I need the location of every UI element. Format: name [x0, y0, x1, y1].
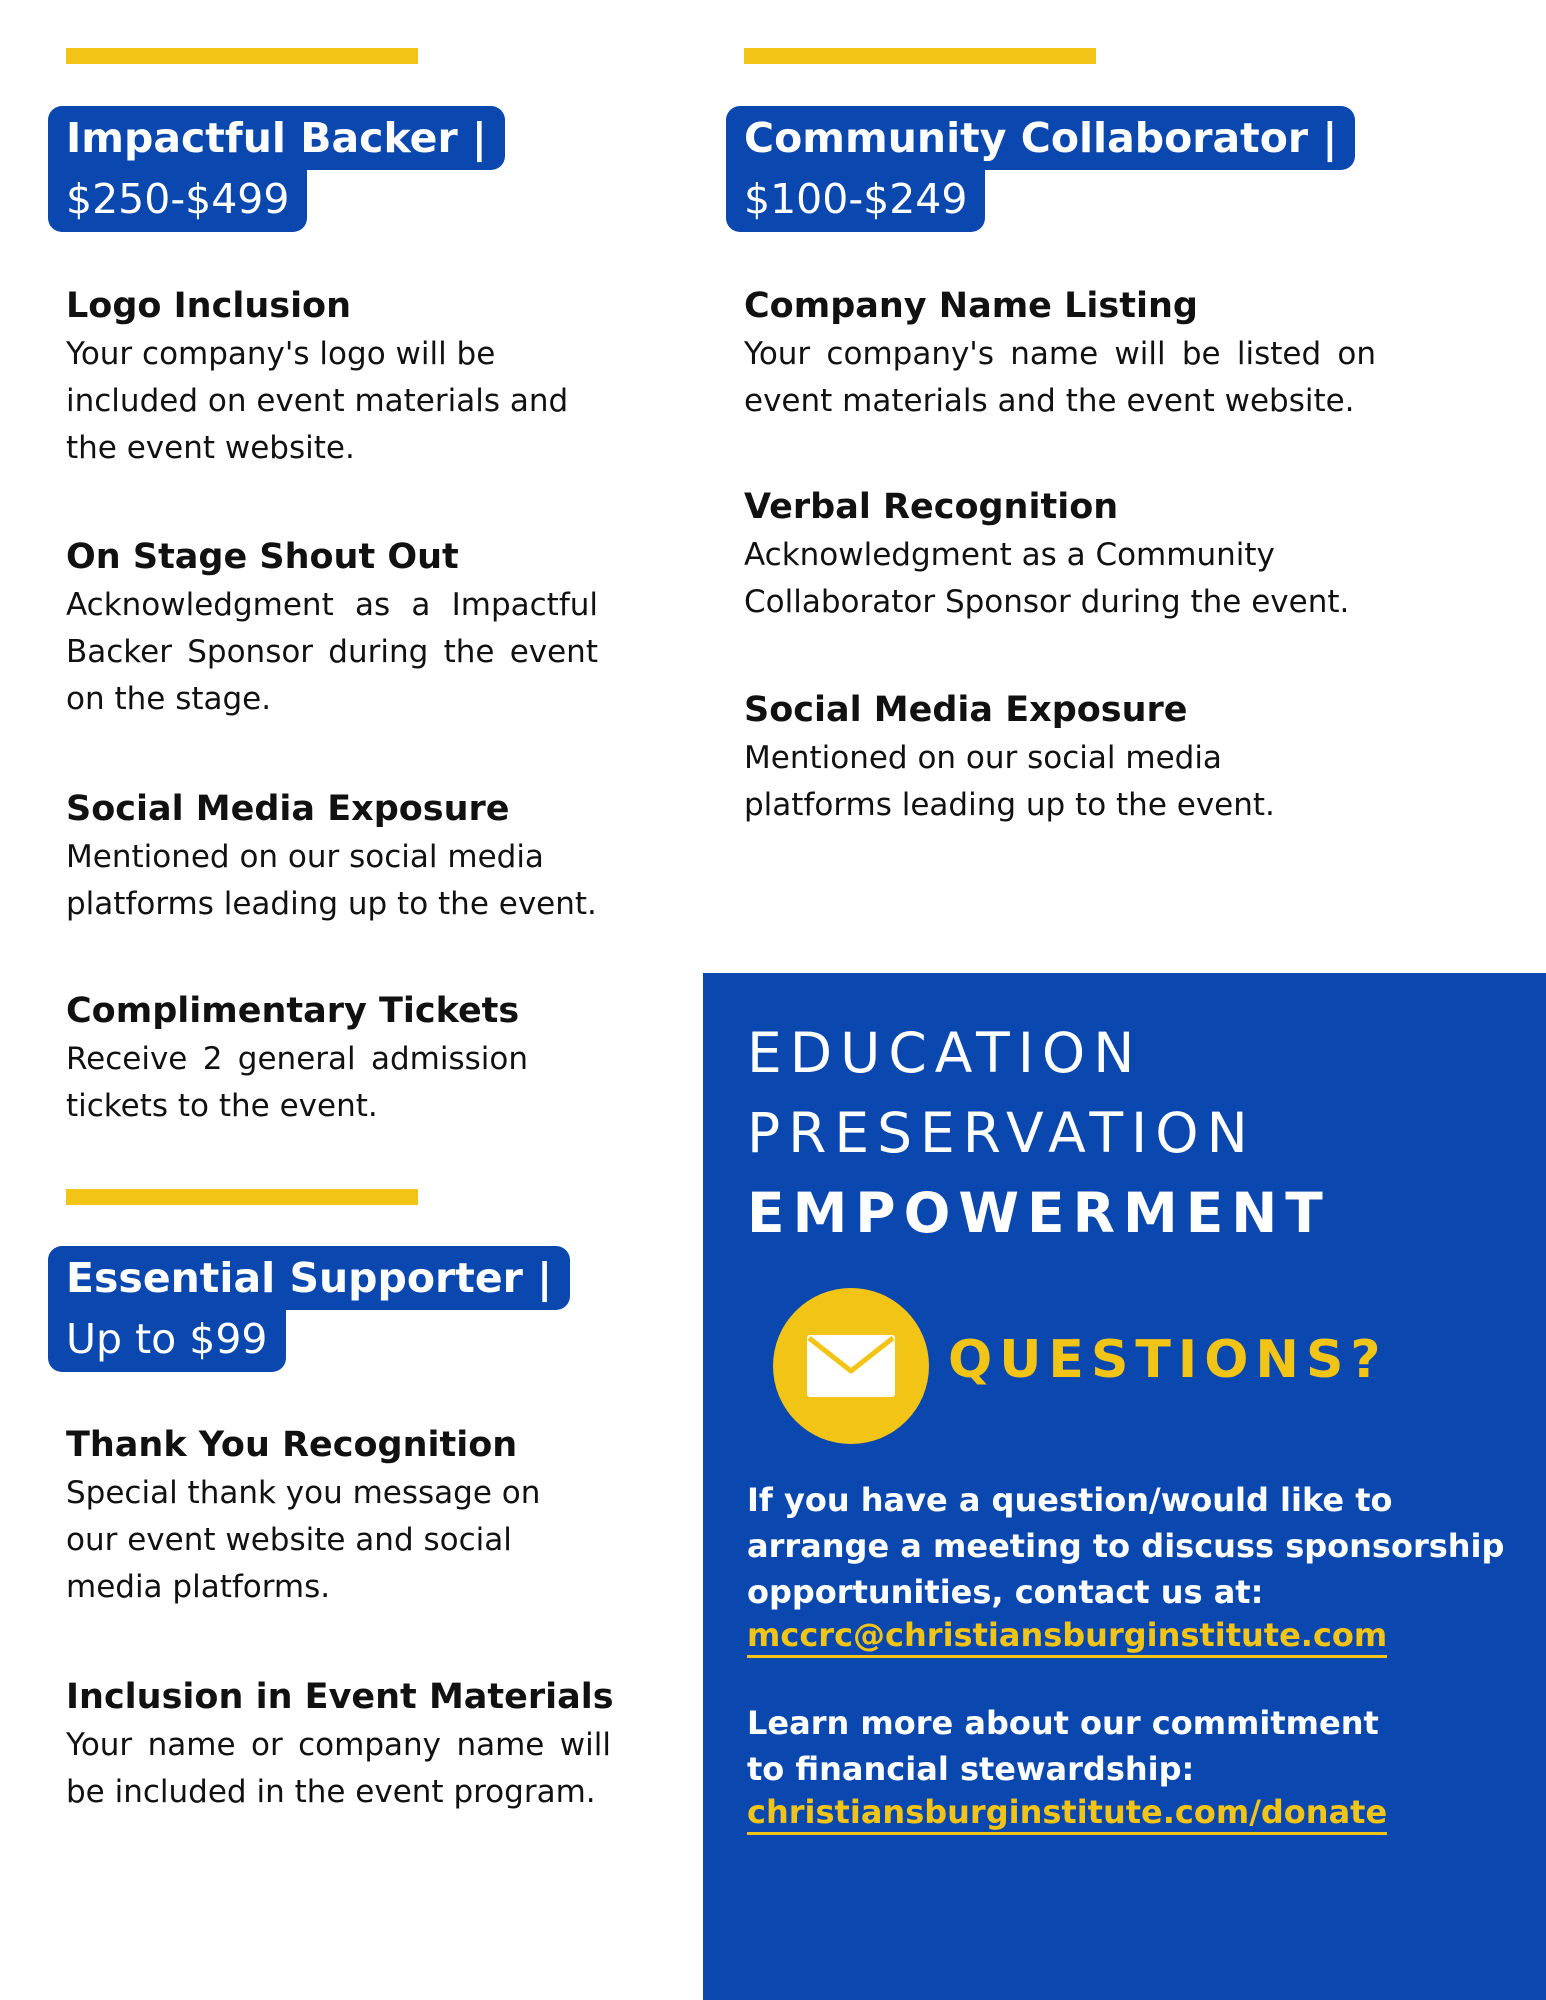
tier-name: Essential Supporter | [48, 1246, 570, 1310]
accent-bar [744, 48, 1096, 64]
envelope-icon [807, 1335, 895, 1397]
benefit-on-stage-shout-out [66, 532, 598, 723]
benefit-inclusion-event-materials [66, 1672, 614, 1816]
benefit-title: Social Media Exposure [66, 789, 510, 829]
contact-panel [703, 973, 1546, 2000]
benefit-description: Acknowledgment as a Impactful Backer Sponsor during the event on the stage. [66, 587, 598, 717]
tier-heading-impactful-backer [48, 106, 505, 232]
tier-range: Up to $99 [48, 1308, 286, 1372]
benefit-description: Your company's name will be listed on event materials and the event website. [744, 336, 1376, 419]
benefit-logo-inclusion [66, 281, 596, 472]
benefit-title: Inclusion in Event Materials [66, 1677, 614, 1717]
benefit-description: Your name or company name will be included in the event program. [66, 1727, 611, 1810]
email-link[interactable]: mccrc@christiansburginstitute.com [747, 1615, 1387, 1658]
benefit-description: Mentioned on our social media platforms leading up to the event. [66, 839, 597, 922]
benefit-complimentary-tickets [66, 986, 528, 1130]
mission-word: EDUCATION [747, 1021, 1143, 1085]
tier-range: $100-$249 [726, 168, 985, 232]
benefit-title: Logo Inclusion [66, 286, 352, 326]
benefit-title: Complimentary Tickets [66, 991, 520, 1031]
tier-name: Impactful Backer | [48, 106, 505, 170]
learn-more-text: Learn more about our commitment to financial stewardship: [747, 1704, 1379, 1788]
questions-badge [773, 1288, 929, 1444]
accent-bar [66, 1189, 418, 1205]
questions-heading: QUESTIONS? [948, 1330, 1388, 1390]
benefit-description: Special thank you message on our event website and social media platforms. [66, 1475, 541, 1605]
benefit-title: Social Media Exposure [744, 690, 1188, 730]
accent-bar [66, 48, 418, 64]
benefit-company-name-listing [744, 281, 1376, 425]
mission-word: EMPOWERMENT [747, 1181, 1331, 1245]
tier-name: Community Collaborator | [726, 106, 1355, 170]
tier-heading-community-collaborator [726, 106, 1355, 232]
contact-block [747, 1477, 1507, 1835]
contact-text: If you have a question/would like to arrange a meeting to discuss sponsorship opportunities, contact us at: [747, 1481, 1505, 1611]
benefit-description: Acknowledgment as a Community Collaborator Sponsor during the event. [744, 537, 1350, 620]
benefit-title: On Stage Shout Out [66, 537, 459, 577]
benefit-social-media-exposure [66, 784, 626, 928]
benefit-social-media-exposure [744, 685, 1304, 829]
tier-range: $250-$499 [48, 168, 307, 232]
mission-word: PRESERVATION [747, 1101, 1256, 1165]
benefit-verbal-recognition [744, 482, 1384, 626]
benefit-title: Verbal Recognition [744, 487, 1119, 527]
benefit-description: Your company's logo will be included on event materials and the event website. [66, 336, 569, 466]
mission-statement [747, 1013, 1331, 1253]
benefit-title: Thank You Recognition [66, 1425, 518, 1465]
benefit-description: Mentioned on our social media platforms leading up to the event. [744, 740, 1275, 823]
benefit-thank-you-recognition [66, 1420, 586, 1611]
benefit-description: Receive 2 general admission tickets to the event. [66, 1041, 528, 1124]
donate-link[interactable]: christiansburginstitute.com/donate [747, 1792, 1387, 1835]
envelope-flap [807, 1335, 895, 1397]
tier-heading-essential-supporter [48, 1246, 570, 1372]
benefit-title: Company Name Listing [744, 286, 1198, 326]
